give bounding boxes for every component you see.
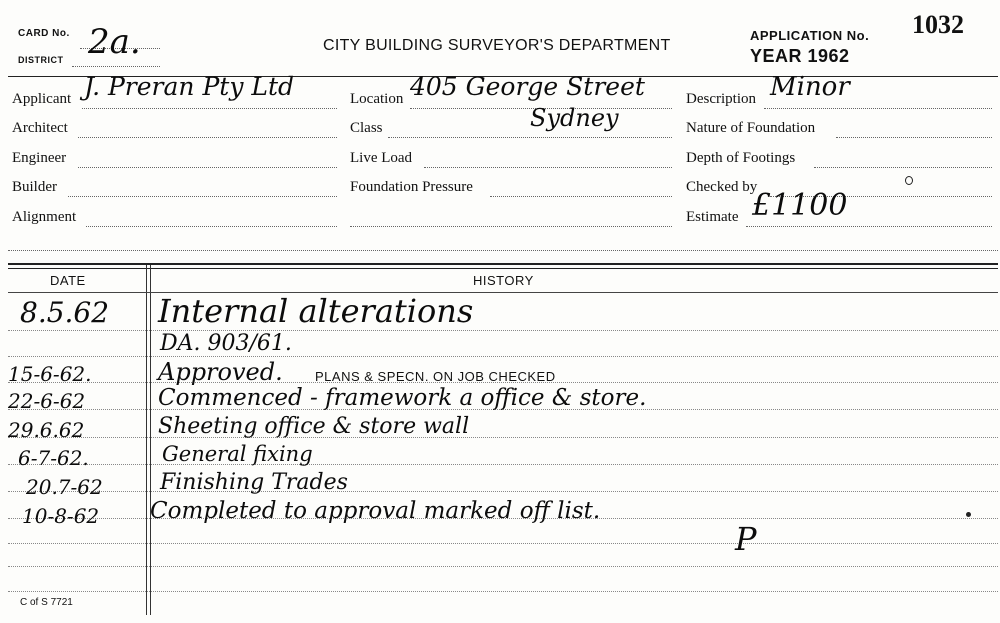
year-label: YEAR 1962 xyxy=(750,46,850,66)
history-date: 22-6-62 xyxy=(8,389,86,413)
checked-label: Checked by xyxy=(686,179,758,195)
checked-stamp: PLANS & SPECN. ON JOB CHECKED xyxy=(315,369,556,384)
history-entry: Finishing Trades xyxy=(160,470,348,495)
alignment-label: Alignment xyxy=(12,209,77,225)
description-value: Minor xyxy=(770,72,850,102)
ink-speck xyxy=(966,512,971,517)
history-entry: Approved. xyxy=(158,358,283,386)
department-title: CITY BUILDING SURVEYOR'S DEPARTMENT xyxy=(323,37,671,54)
estimate-value: £1100 xyxy=(752,188,848,223)
builder-label: Builder xyxy=(12,179,57,195)
applicant-value: J. Preran Pty Ltd xyxy=(84,72,295,101)
history-date: 15-6-62. xyxy=(8,362,92,386)
nature-label: Nature of Foundation xyxy=(686,120,816,136)
estimate-label: Estimate xyxy=(686,209,739,225)
applicant-label: Applicant xyxy=(12,91,72,107)
history-date: 6-7-62. xyxy=(18,446,89,470)
history-date: 10-8-62 xyxy=(22,504,100,528)
engineer-label: Engineer xyxy=(12,150,67,166)
history-entry: Internal alterations xyxy=(158,292,474,330)
history-entry: General fixing xyxy=(162,442,313,466)
ink-speck xyxy=(905,176,913,185)
district-value: 2a. xyxy=(88,22,141,62)
history-date: 29.6.62 xyxy=(8,418,85,442)
live-load-label: Live Load xyxy=(350,150,413,166)
history-header: HISTORY xyxy=(473,273,534,288)
date-header: DATE xyxy=(50,273,86,288)
class-label: Class xyxy=(350,120,383,136)
history-date: 8.5.62 xyxy=(20,296,110,329)
location-label: Location xyxy=(350,91,404,107)
depth-label: Depth of Footings xyxy=(686,150,796,166)
location-value-line1: 405 George Street xyxy=(410,72,645,101)
history-entry: Completed to approval marked off list. xyxy=(150,498,601,524)
application-number: 1032 xyxy=(912,10,964,39)
history-entry: DA. 903/61. xyxy=(160,331,292,356)
column-divider xyxy=(146,265,147,615)
foundation-pressure-label: Foundation Pressure xyxy=(350,179,473,195)
description-label: Description xyxy=(686,91,756,107)
history-entry: Sheeting office & store wall xyxy=(158,414,470,439)
district-label: DISTRICT xyxy=(18,55,64,65)
history-date: 20.7-62 xyxy=(26,475,103,499)
initial-mark: P xyxy=(735,520,757,558)
column-divider-2 xyxy=(150,265,151,615)
form-number: C of S 7721 xyxy=(20,597,73,608)
application-label: APPLICATION No. xyxy=(750,28,870,43)
location-value-line2: Sydney xyxy=(530,104,619,132)
architect-label: Architect xyxy=(12,120,68,136)
history-entry: Commenced - framework a office & store. xyxy=(158,385,647,411)
card-no-label: CARD No. xyxy=(18,28,70,39)
